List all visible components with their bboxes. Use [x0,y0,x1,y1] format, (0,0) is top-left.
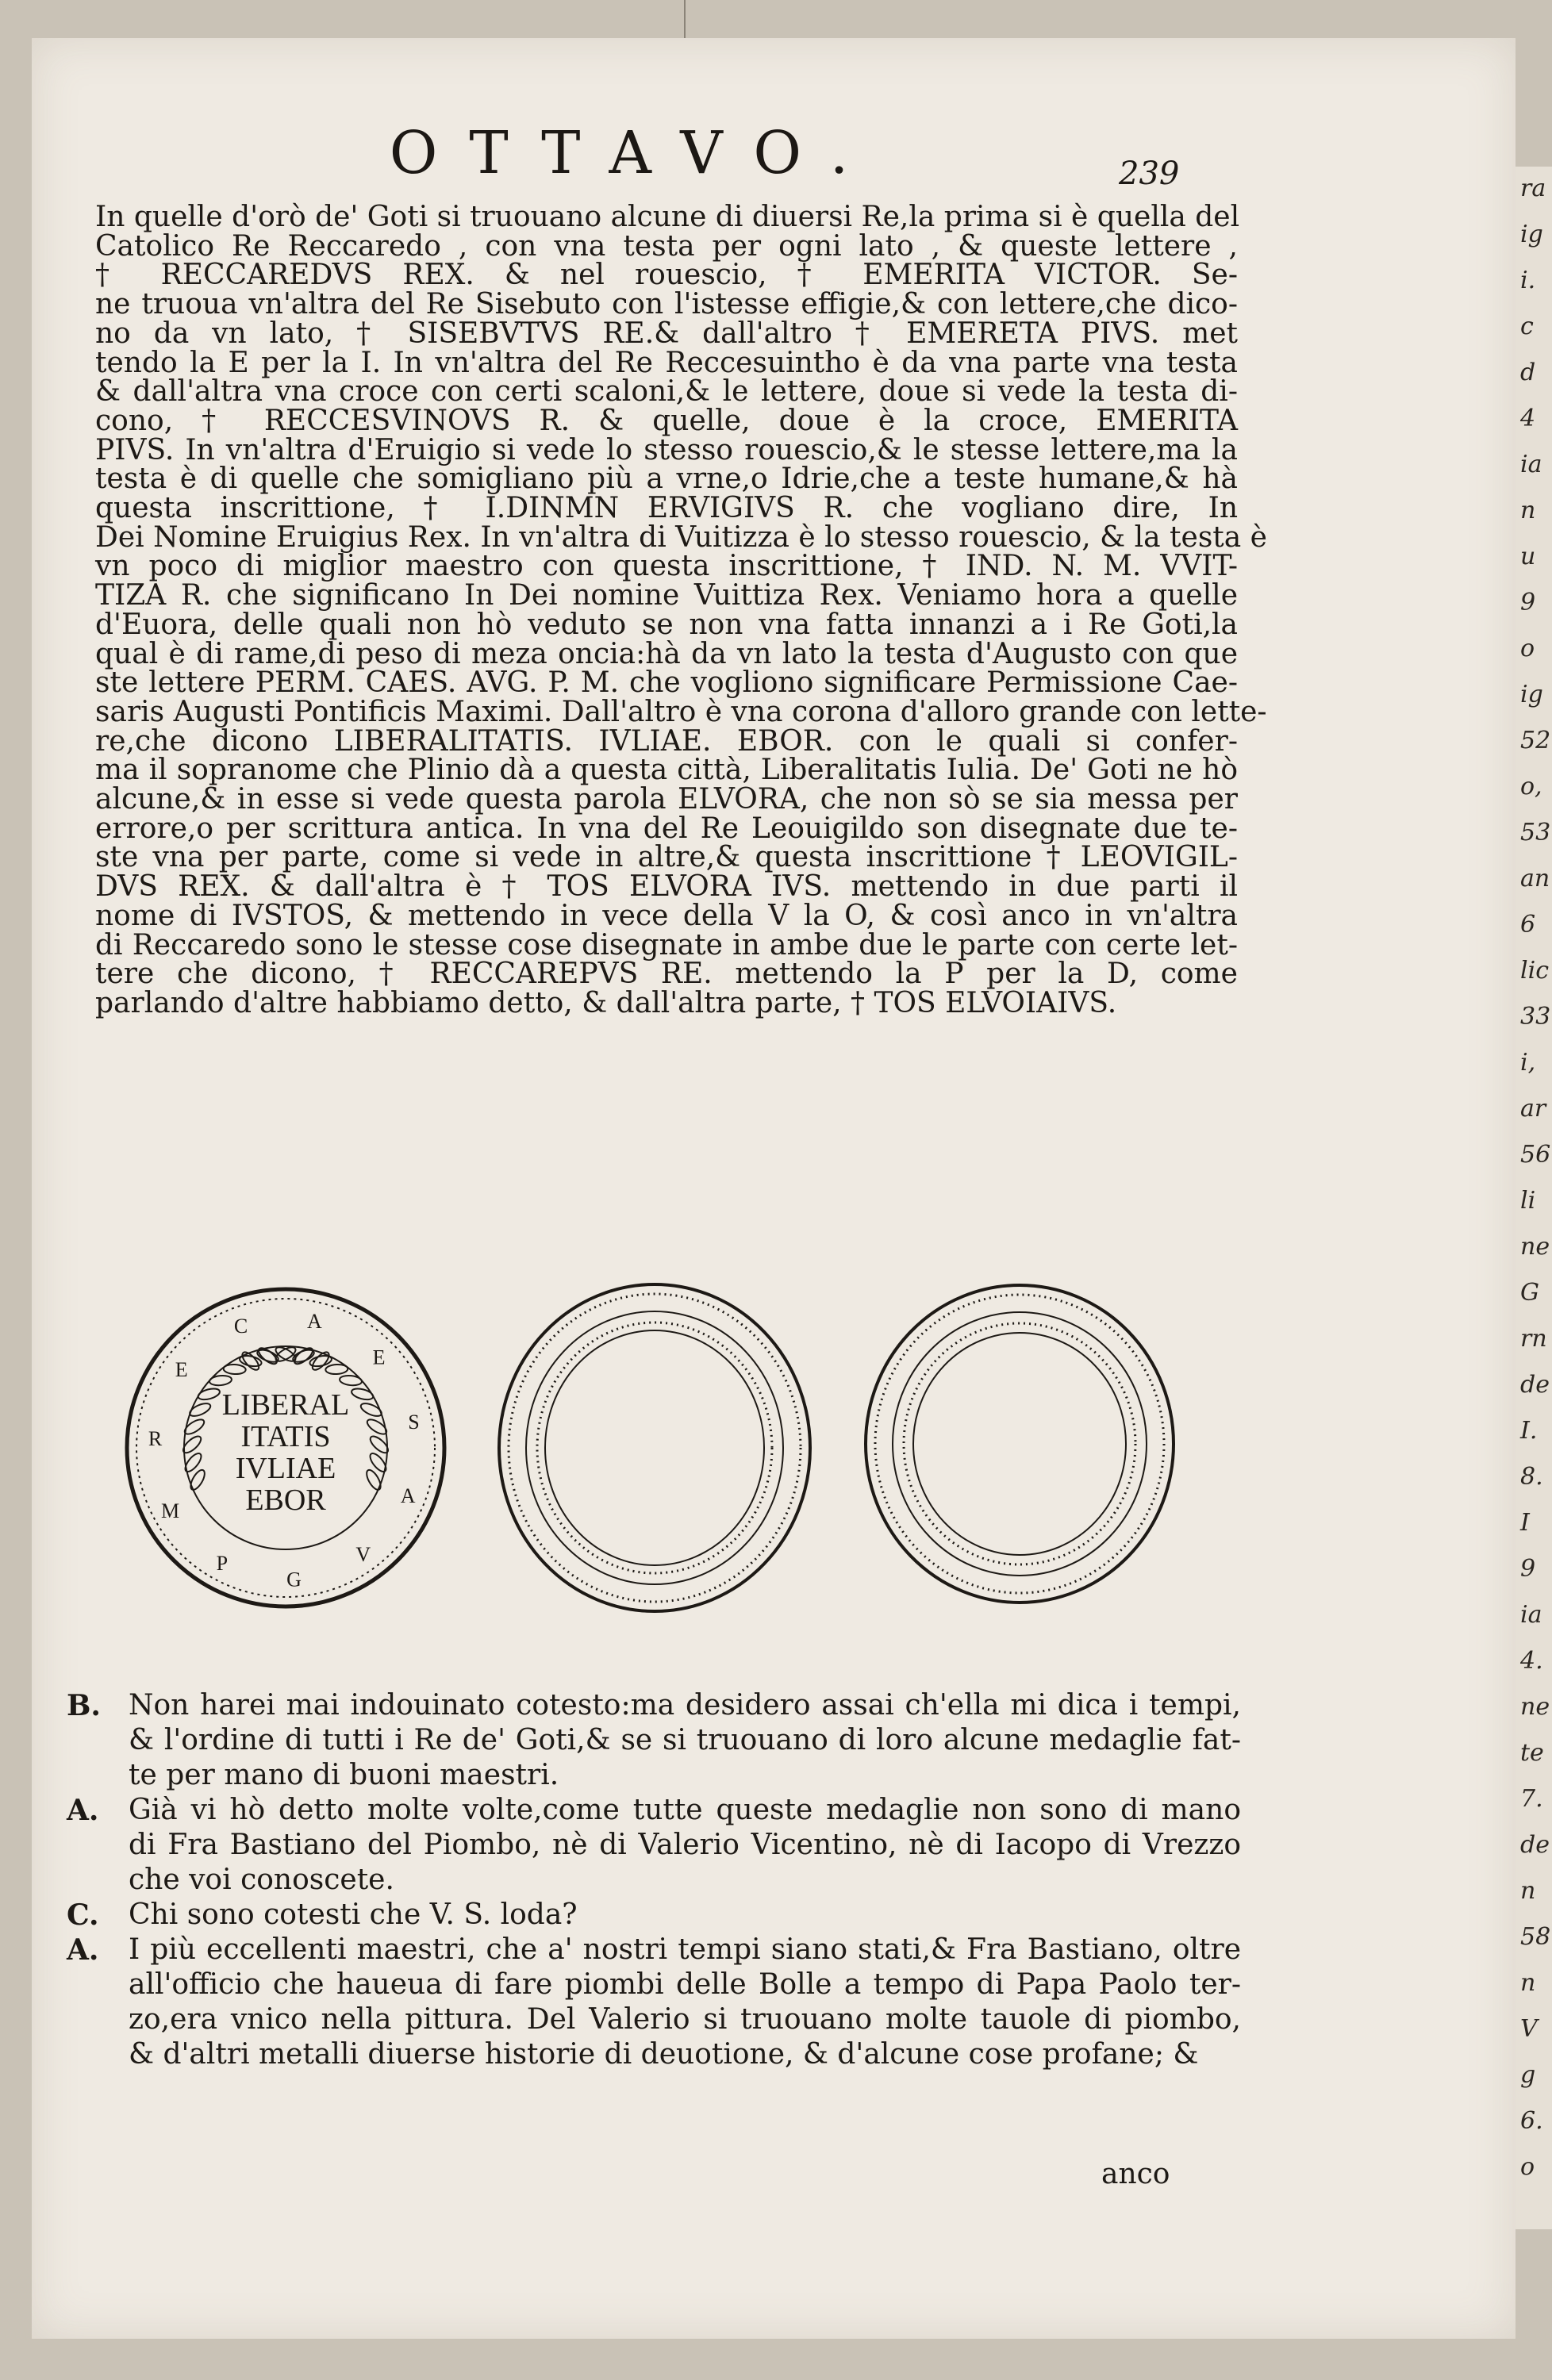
medal-blank-ring-middle [496,1281,813,1614]
adjacent-page-fragment: ia [1520,451,1542,478]
inscription-line: EBOR [245,1484,326,1517]
adjacent-page-fragment: o [1520,635,1535,662]
wreath-leaf [359,1401,383,1418]
speaker-label: A. [67,1933,99,1967]
text-line: d'Euora, delle quali non hò veduto se non vna fatta innanzi a i Re Goti,la [95,608,1238,641]
rim-letter: R [148,1426,163,1450]
adjacent-page-fragment: I [1520,1509,1530,1537]
adjacent-page-fragment: G [1520,1279,1539,1307]
adjacent-page-fragment: V [1520,2015,1538,2043]
adjacent-page-fragment: ar [1520,1095,1546,1123]
text-line: saris Augusti Pontificis Maximi. Dall'altro è vna corona d'alloro grande con lette- [95,695,1267,728]
rim-letter: E [372,1345,386,1369]
rim-letter: A [400,1484,416,1507]
adjacent-page-fragment: d [1520,359,1536,386]
adjacent-page-fragment: ia [1520,1601,1542,1629]
adjacent-page-fragment: c [1520,313,1534,340]
adjacent-page-fragment: 6 [1520,911,1536,939]
text-line: nome di IVSTOS, & mettendo in vece della V la O, & così anco in vn'altra [95,899,1238,932]
wreath-leaf [365,1417,389,1437]
dialogue-speech [67,1688,1241,1793]
wreath-leaf [325,1364,348,1374]
text-line: cono, † RECCESVINOVS R. & quelle, doue è la croce, EMERITA [95,404,1238,437]
adjacent-page-fragment: n [1520,497,1536,524]
catchword: anco [1101,2158,1170,2190]
dialogue-line: I più eccellenti maestri, che a' nostri tempi siano stati,& Fra Bastiano, oltre [129,1933,1241,1966]
adjacent-page-fragment: o [1520,2153,1535,2181]
text-line: PIVS. In vn'altra d'Eruigio si vede lo stesso rouescio,& le stesse lettere,ma la [95,433,1238,466]
speaker-label: B. [67,1689,101,1722]
text-line: no da vn lato, † SISEBVTVS RE.& dall'altro † EMERETA PIVS. met [95,317,1238,350]
text-line: vn poco di miglior maestro con questa inscrittione, † IND. N. M. VVIT- [95,550,1238,583]
rim-letter: V [355,1542,371,1566]
rim-letter: G [286,1568,302,1591]
dialogue-section [67,1688,1241,2072]
page-number: 239 [1119,155,1180,192]
text-line: tendo la E per la I. In vn'altra del Re Reccesuintho è da vna parte vna testa [95,346,1238,379]
rim-letter: S [408,1411,420,1434]
adjacent-page-fragment: 58 [1520,1923,1551,1951]
adjacent-page-fragment: de [1520,1371,1550,1399]
adjacent-page-fragment: 4. [1520,1647,1543,1675]
text-line: questa inscrittione, † I.DINMN ERVIGIVS R. che vogliano dire, In [95,492,1238,525]
gutter-line [684,0,686,38]
text-line: re,che dicono LIBERALITATIS. IVLIAE. EBOR. con le quali si confer- [95,724,1238,758]
adjacent-page-fragment: 7. [1520,1785,1543,1813]
adjacent-page-fragment: 4 [1520,405,1536,432]
dialogue-speech [67,1933,1241,2072]
main-text-block [95,201,1267,1019]
text-line: ste lettere PERM. CAES. AVG. P. M. che vogliono significare Permissione Cae- [95,666,1238,700]
inscription-line: IVLIAE [235,1452,336,1485]
speaker-label: C. [67,1898,99,1932]
dialogue-line: & d'altri metalli diuerse historie di deuotione, & d'alcune cose profane; & [129,2038,1199,2071]
dialogue-line: & l'ordine di tutti i Re de' Goti,& se si truouano di loro alcune medaglie fat- [129,1724,1241,1756]
adjacent-page-fragment: ne [1520,1693,1550,1721]
dialogue-line: all'officio che haueua di fare piombi delle Bolle a tempo di Papa Paolo ter- [129,1968,1241,2001]
adjacent-page-fragment: i. [1520,267,1536,294]
wreath-leaf [188,1401,212,1418]
text-line: alcune,& in esse si vede questa parola ELVORA, che non sò se sia messa per [95,783,1238,816]
text-line: DVS REX. & dall'altra è † TOS ELVORA IVS. mettendo in due parti il [95,870,1238,904]
adjacent-page-fragment: u [1520,543,1536,570]
adjacent-page-fragment: 9 [1520,589,1536,616]
rim-letter: C [233,1315,248,1338]
text-line: errore,o per scrittura antica. In vna del Re Leouigildo son disegnate due te- [95,812,1238,845]
text-line: Catolico Re Reccaredo , con vna testa per ogni lato , & queste lettere , [95,229,1238,263]
rim-letter: P [216,1552,229,1576]
running-head-title: OTTAVO. [389,119,881,187]
adjacent-page-fragment: 52 [1520,727,1551,754]
wreath-leaf [182,1417,206,1437]
inscription-line: LIBERAL [221,1388,350,1422]
text-line: qual è di rame,di peso di meza oncia:hà da vn lato la testa d'Augusto con que [95,637,1238,670]
wreath-leaf [223,1364,246,1374]
medal-blank-ring-right [861,1281,1178,1606]
dialogue-line: Già vi hò detto molte volte,come tutte queste medaglie non sono di mano [129,1794,1241,1826]
dialogue-line: zo,era vnico nella pittura. Del Valerio si truouano molte tauole di piombo, [129,2003,1241,2036]
rim-letter: M [161,1499,180,1522]
adjacent-page-fragment: rn [1520,1325,1547,1353]
adjacent-page-fragment: te [1520,1739,1544,1767]
adjacent-page-fragment: 56 [1520,1141,1551,1169]
dialogue-line: Non harei mai indouinato cotesto:ma desidero assai ch'ella mi dica i tempi, [129,1689,1241,1722]
adjacent-page-fragment: g [1520,2061,1536,2089]
speaker-label: A. [67,1794,99,1827]
text-line: ma il sopranome che Plinio dà a questa città, Liberalitatis Iulia. De' Goti ne hò [95,754,1238,787]
dialogue-line: che voi conoscete. [129,1864,394,1896]
text-line: parlando d'altre habbiamo detto, & dall'altra parte, † TOS ELVOIAIVS. [95,986,1117,1019]
adjacent-page-fragment: n [1520,1969,1536,1997]
adjacent-page-fragment: ig [1520,221,1543,248]
text-line: † RECCAREDVS REX. & nel rouescio, † EMERITA VICTOR. Se- [95,259,1238,292]
adjacent-page-fragment: ig [1520,681,1543,708]
text-line: TIZA R. che significano In Dei nomine Vuittiza Rex. Veniamo hora a quelle [95,579,1238,612]
wreath-leaf [351,1387,375,1402]
wreath-leaf [197,1387,221,1402]
dialogue-speech [67,1793,1241,1898]
dialogue-line: Chi sono cotesti che V. S. loda? [129,1898,578,1931]
adjacent-page-fragment: 33 [1520,1003,1551,1031]
dialogue-speech [67,1898,1241,1933]
adjacent-page-fragment: lic [1520,957,1549,985]
text-line: ste vna per parte, come si vede in altre,& questa inscrittione † LEOVIGIL- [95,841,1238,874]
adjacent-page-fragment: de [1520,1831,1550,1859]
dialogue-line: te per mano di buoni maestri. [129,1759,559,1791]
medal-illustrations [119,1281,1246,1614]
adjacent-page-fragment: 53 [1520,819,1551,846]
text-line: ne truoua vn'altra del Re Sisebuto con l'istesse effigie,& con lettere,che dico- [95,288,1238,321]
adjacent-page-fragment: 9 [1520,1555,1536,1583]
adjacent-page-fragment: o, [1520,773,1542,800]
adjacent-page-edge [1516,167,1552,2229]
medal-inscription [222,1388,349,1517]
medal-obverse-liberalitatis [119,1281,452,1614]
dialogue-line: di Fra Bastiano del Piombo, nè di Valerio Vicentino, nè di Iacopo di Vrezzo [129,1829,1241,1861]
text-line: & dall'altra vna croce con certi scaloni,& le lettere, doue si vede la testa di- [95,375,1238,409]
adjacent-page-fragment: 6. [1520,2107,1543,2135]
adjacent-page-fragment: ne [1520,1233,1550,1261]
text-line: In quelle d'orò de' Goti si truouano alcune di diuersi Re,la prima si è quella del [95,201,1240,233]
adjacent-page-fragment: I. [1520,1417,1538,1445]
text-line: tere che dicono, † RECCAREPVS RE. mettendo la P per la D, come [95,958,1238,991]
adjacent-page-fragment: ra [1520,175,1546,202]
rim-letter: A [307,1310,322,1334]
adjacent-page-fragment: li [1520,1187,1536,1215]
adjacent-page-fragment: 8. [1520,1463,1543,1491]
rim-letter: E [175,1358,188,1382]
inscription-line: ITATIS [240,1420,331,1453]
text-line: di Reccaredo sono le stesse cose disegnate in ambe due le parte con certe let- [95,928,1238,962]
adjacent-page-fragment: an [1520,865,1550,892]
adjacent-page-fragment: i, [1520,1049,1536,1077]
text-line: testa è di quelle che somigliano più a vrne,o Idrie,che a teste humane,& hà [95,463,1238,496]
text-line: Dei Nomine Eruigius Rex. In vn'altra di Vuitizza è lo stesso rouescio, & la testa è [95,520,1267,554]
adjacent-page-fragment: n [1520,1877,1536,1905]
